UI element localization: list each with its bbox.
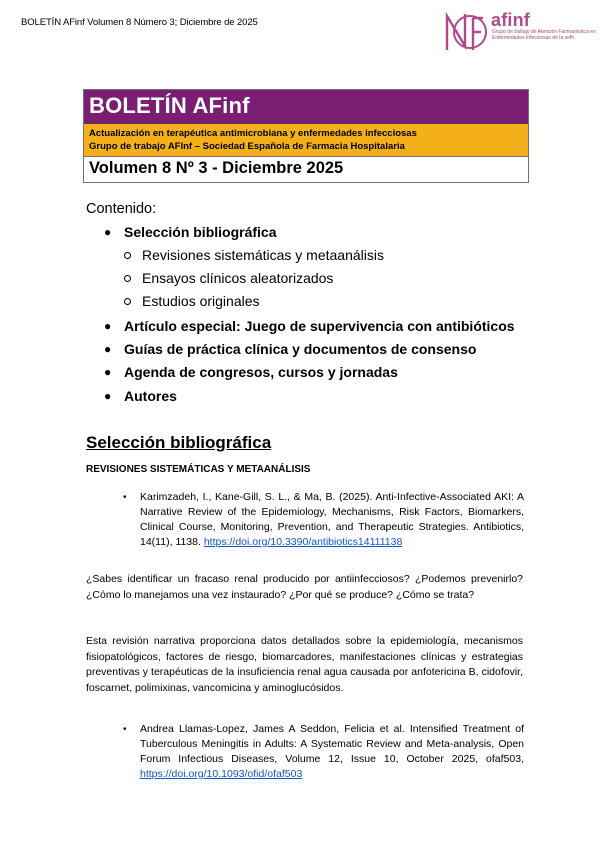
logo-name: afinf	[491, 10, 530, 30]
subsection-title: REVISIONES SISTEMÁTICAS Y METAANÁLISIS	[86, 464, 311, 475]
toc-item[interactable]: Artículo especial: Juego de supervivencia con antibióticos	[124, 318, 515, 334]
toc-bullet: ●	[104, 365, 112, 379]
toc-bullet: ●	[104, 319, 112, 333]
paragraph: ¿Sabes identificar un fracaso renal producido por antiinfecciosos? ¿Podemos prevenirlo? ¿Cómo lo manejamos una vez instaurado? ¿Por qué se produce? ¿Cómo se trata?	[86, 573, 523, 601]
toc-item[interactable]: Agenda de congresos, cursos y jornadas	[124, 364, 398, 380]
toc-sub-bullet	[124, 252, 131, 259]
banner-title: BOLETÍN AFinf	[84, 90, 528, 123]
reference-text: Andrea Llamas-Lopez, James A Seddon, Felicia et al. Intensified Treatment of Tuberculous Meningitis in Adults: A Systematic Review and Meta-analysis, Open Forum Infectious Diseases, Volume 12, Issue 10, October 2025, ofaf503,	[140, 723, 524, 765]
toc-subitem[interactable]: Ensayos clínicos aleatorizados	[142, 270, 334, 286]
toc-subitem[interactable]: Revisiones sistemáticas y metaanálisis	[142, 247, 384, 263]
reference-text: Karimzadeh, I., Kane-Gill, S. L., & Ma, B. (2025). Anti-Infective-Associated AKI: A Narrative Review of the Epidemiology, Mechanisms, Risk Factors, Biomarkers, Clinical Course, Monitoring, Prevention, and Therapeutic Strategies. Antibiotics, 14(11), 1138.	[140, 491, 524, 548]
toc-item[interactable]: Guías de práctica clínica y documentos de consenso	[124, 341, 477, 357]
contents-label: Contenido:	[86, 201, 157, 217]
banner-subtitle-2: Grupo de trabajo AFInf – Sociedad Española de Farmacia Hospitalaria	[89, 141, 405, 152]
reference-bullet: •	[123, 724, 127, 735]
logo-subtitle: Grupo de trabajo de Atención Farmacéutica en Enfermedades Infecciosas de la sefh	[492, 29, 596, 41]
toc-bullet: ●	[104, 225, 112, 239]
running-header: BOLETÍN AFinf Volumen 8 Número 3; Diciembre de 2025	[21, 17, 258, 28]
reference-bullet: •	[123, 492, 127, 503]
banner-subtitle	[84, 123, 528, 157]
toc-sub-bullet	[124, 275, 131, 282]
reference-1	[123, 490, 524, 550]
toc-item[interactable]: Autores	[124, 388, 177, 404]
reference-2	[123, 722, 524, 782]
toc-bullet: ●	[104, 389, 112, 403]
banner-subtitle-1: Actualización en terapéutica antimicrobiana y enfermedades infecciosas	[89, 128, 417, 139]
banner-volume: Volumen 8 Nº 3 - Diciembre 2025	[89, 159, 344, 177]
bulletin-banner	[83, 89, 529, 183]
afinf-logo-icon	[443, 10, 489, 54]
toc-subitem[interactable]: Estudios originales	[142, 293, 260, 309]
toc-item[interactable]: Selección bibliográfica	[124, 224, 277, 240]
toc-bullet: ●	[104, 342, 112, 356]
toc-sub-bullet	[124, 298, 131, 305]
paragraph: Esta revisión narrativa proporciona datos detallados sobre la epidemiología, mecanismos fisiopatológicos, factores de riesgo, biomarcadores, manifestaciones clínicas y estrategias preventivas y terapéuticas de la insuficiencia renal agua causada por anfotericina B, cidofovir, foscarnet, polimixinas, vancomicina y aminoglucósidos.	[86, 635, 523, 694]
section-title: Selección bibliográfica	[86, 433, 272, 452]
reference-doi-link[interactable]: https://doi.org/10.1093/ofid/ofaf503	[140, 768, 303, 780]
reference-doi-link[interactable]: https://doi.org/10.3390/antibiotics14111138	[203, 536, 403, 548]
afinf-logo	[443, 10, 596, 54]
